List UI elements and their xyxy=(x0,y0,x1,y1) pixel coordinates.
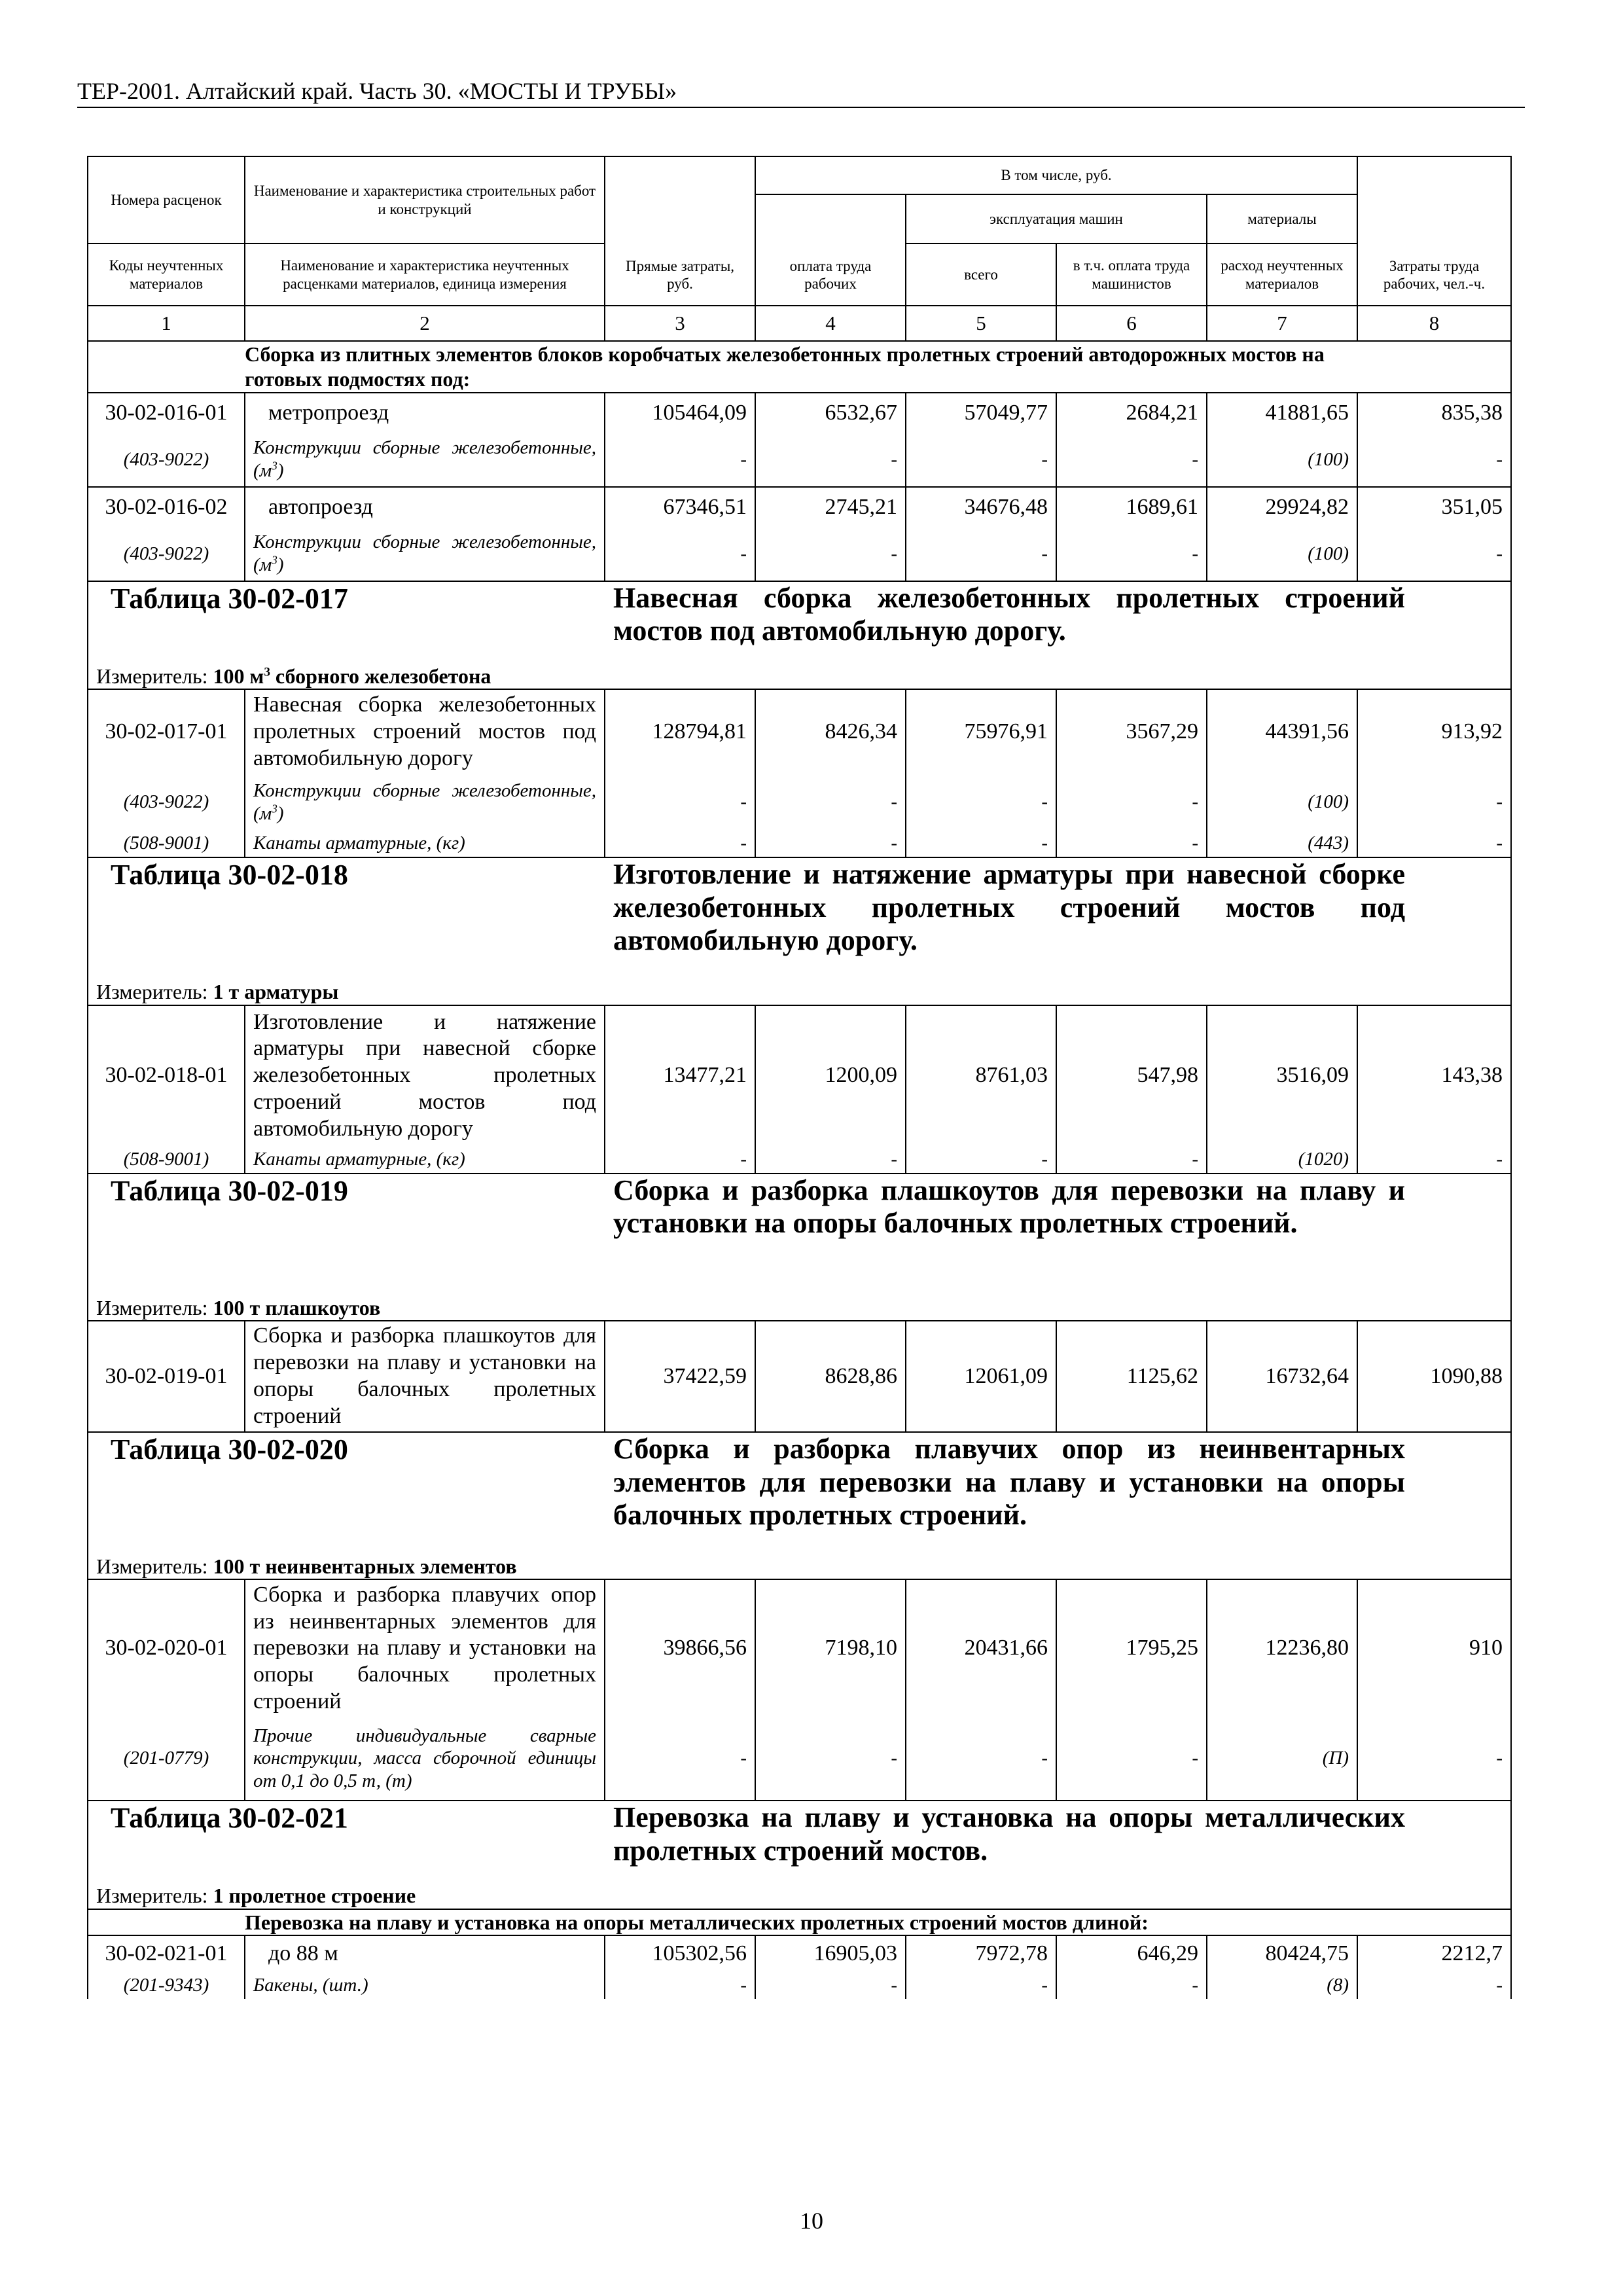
header-rule xyxy=(77,107,1525,108)
direct-cost: 39866,56 xyxy=(605,1579,755,1717)
labor-hours: 351,05 xyxy=(1357,487,1511,528)
labor-pay: 1200,09 xyxy=(755,1005,906,1146)
table-row xyxy=(88,1579,1511,1717)
dash: - xyxy=(755,1971,906,1999)
measure-row xyxy=(88,1295,1511,1321)
table-row xyxy=(88,1321,1511,1432)
hdr-code: Номера расценок xyxy=(88,156,245,243)
dash: - xyxy=(906,774,1056,830)
material-qty: (100) xyxy=(1207,774,1357,830)
material-name: Прочие индивидуальные сварные конструкции, масса сборочной единицы от 0,1 до 0,5 т, (т) xyxy=(245,1717,605,1801)
machine-total: 75976,91 xyxy=(906,689,1056,774)
dash: - xyxy=(755,830,906,857)
hdr-total: всего xyxy=(906,243,1056,306)
direct-cost: 13477,21 xyxy=(605,1005,755,1146)
hdr-driver: в т.ч. оплата труда машинистов xyxy=(1056,243,1207,306)
colnum: 7 xyxy=(1207,306,1357,341)
material-name: Конструкции сборные железобетонные, $(м^3)$ xyxy=(245,433,605,487)
colnum: 8 xyxy=(1357,306,1511,341)
table-number: Таблица 30-02-018 xyxy=(111,859,348,891)
material-name: Бакены, (шт.) xyxy=(245,1971,605,1999)
labor-pay: 6532,67 xyxy=(755,393,906,433)
hdr-mat-names: Наименование и характеристика неучтенных расценками материалов, единица измерения xyxy=(245,243,605,306)
material-row xyxy=(88,830,1511,857)
dash: - xyxy=(1056,433,1207,487)
table-caption xyxy=(88,1801,1511,1883)
material-name: Конструкции сборные железобетонные, $(м^3)$ xyxy=(245,774,605,830)
material-name: Канаты арматурные, (кг) xyxy=(245,1146,605,1174)
page-number: 10 xyxy=(800,2208,823,2234)
material-code: (201-9343) xyxy=(88,1971,245,1999)
dash: - xyxy=(1056,1146,1207,1174)
table-title: Изготовление и натяжение арматуры при навесной сборке железобетонных пролетных строений мостов под автомобильную дорогу. xyxy=(613,858,1405,957)
material-row xyxy=(88,1717,1511,1801)
dash: - xyxy=(906,1971,1056,1999)
colnum: 6 xyxy=(1056,306,1207,341)
material-qty: (1020) xyxy=(1207,1146,1357,1174)
dash: - xyxy=(605,774,755,830)
rate-name: автопроезд xyxy=(245,487,605,528)
rate-name: до 88 м xyxy=(245,1935,605,1971)
dash: - xyxy=(605,830,755,857)
hdr-mat-codes: Коды неучтенных материалов xyxy=(88,243,245,306)
table-number: Таблица 30-02-017 xyxy=(111,582,348,615)
table-caption-row xyxy=(88,857,1511,979)
dash: - xyxy=(1357,528,1511,581)
measure: Измеритель: 1 пролетное строение xyxy=(88,1883,1511,1909)
colnum: 3 xyxy=(605,306,755,341)
materials: 44391,56 xyxy=(1207,689,1357,774)
materials: 41881,65 xyxy=(1207,393,1357,433)
rate-name: Навесная сборка железобетонных пролетных строений мостов под автомобильную дорогу xyxy=(245,689,605,774)
rate-name: метропроезд xyxy=(245,393,605,433)
rate-code: 30-02-016-02 xyxy=(88,487,245,528)
material-code: (403-9022) xyxy=(88,774,245,830)
rate-code: 30-02-021-01 xyxy=(88,1935,245,1971)
table-title: Сборка и разборка плашкоутов для перевозки на плаву и установки на опоры балочных пролетных строений. xyxy=(613,1174,1405,1240)
hdr-incl: В том числе, руб. xyxy=(755,156,1357,194)
materials: 12236,80 xyxy=(1207,1579,1357,1717)
dash: - xyxy=(1056,1717,1207,1801)
rate-name: Изготовление и натяжение арматуры при навесной сборке железобетонных пролетных строений мостов под автомобильную дорогу xyxy=(245,1005,605,1146)
material-code: (508-9001) xyxy=(88,1146,245,1174)
price-table xyxy=(87,156,1512,1999)
hdr-name: Наименование и характеристика строительных работ и конструкций xyxy=(245,156,605,243)
table-title: Перевозка на плаву и установка на опоры металлических пролетных строений мостов. xyxy=(613,1801,1405,1867)
dash: - xyxy=(605,433,755,487)
rate-name: Сборка и разборка плавучих опор из неинвентарных элементов для перевозки на плаву и установки на опоры балочных пролетных строений xyxy=(245,1579,605,1717)
table-caption-row xyxy=(88,581,1511,664)
material-qty: (443) xyxy=(1207,830,1357,857)
dash: - xyxy=(755,433,906,487)
hdr-hours: Затраты труда рабочих, чел.-ч. xyxy=(1357,156,1511,306)
dash: - xyxy=(755,1146,906,1174)
machine-total: 7972,78 xyxy=(906,1935,1056,1971)
machine-total: 57049,77 xyxy=(906,393,1056,433)
table-title: Сборка и разборка плавучих опор из неинвентарных элементов для перевозки на плаву и установки на опоры балочных пролетных строений. xyxy=(613,1432,1405,1532)
material-code: (201-0779) xyxy=(88,1717,245,1801)
labor-hours: 2212,7 xyxy=(1357,1935,1511,1971)
colnum: 5 xyxy=(906,306,1056,341)
dash: - xyxy=(1357,1971,1511,1999)
measure: Измеритель: 100 т неинвентарных элементов xyxy=(88,1554,1511,1579)
driver-pay: 2684,21 xyxy=(1056,393,1207,433)
dash: - xyxy=(906,1717,1056,1801)
dash: - xyxy=(755,1717,906,1801)
machine-total: 20431,66 xyxy=(906,1579,1056,1717)
direct-cost: 105464,09 xyxy=(605,393,755,433)
dash: - xyxy=(605,1146,755,1174)
dash: - xyxy=(605,1971,755,1999)
header-row-1 xyxy=(88,156,1511,194)
table-row xyxy=(88,689,1511,774)
table-row xyxy=(88,1005,1511,1146)
material-qty: (100) xyxy=(1207,528,1357,581)
material-row xyxy=(88,1146,1511,1174)
table-row xyxy=(88,487,1511,528)
rate-name: Сборка и разборка плашкоутов для перевозки на плаву и установки на опоры балочных пролетных строений xyxy=(245,1321,605,1432)
material-qty: (П) xyxy=(1207,1717,1357,1801)
measure: Измеритель: 100 т плашкоутов xyxy=(88,1295,1511,1321)
labor-hours: 910 xyxy=(1357,1579,1511,1717)
direct-cost: 37422,59 xyxy=(605,1321,755,1432)
dash: - xyxy=(1357,774,1511,830)
materials: 29924,82 xyxy=(1207,487,1357,528)
table-caption xyxy=(88,581,1511,664)
driver-pay: 646,29 xyxy=(1056,1935,1207,1971)
section-heading-row xyxy=(88,341,1511,393)
labor-pay: 2745,21 xyxy=(755,487,906,528)
dash: - xyxy=(1357,830,1511,857)
table-number: Таблица 30-02-019 xyxy=(111,1174,348,1207)
measure: Измеритель: 100 $м^3$ сборного железобетона xyxy=(88,664,1511,689)
table-number: Таблица 30-02-021 xyxy=(111,1802,348,1835)
material-row xyxy=(88,1971,1511,1999)
hdr-materials: материалы xyxy=(1207,194,1357,243)
material-code: (508-9001) xyxy=(88,830,245,857)
machine-total: 12061,09 xyxy=(906,1321,1056,1432)
column-numbers xyxy=(88,306,1511,341)
materials: 16732,64 xyxy=(1207,1321,1357,1432)
hdr-direct: Прямые затраты, руб. xyxy=(605,156,755,306)
colnum: 4 xyxy=(755,306,906,341)
dash: - xyxy=(1056,528,1207,581)
section-heading: Перевозка на плаву и установка на опоры металлических пролетных строений мостов длиной: xyxy=(245,1909,1511,1935)
labor-hours: 1090,88 xyxy=(1357,1321,1511,1432)
machine-total: 34676,48 xyxy=(906,487,1056,528)
direct-cost: 105302,56 xyxy=(605,1935,755,1971)
driver-pay: 547,98 xyxy=(1056,1005,1207,1146)
table-caption xyxy=(88,1174,1511,1295)
table-number: Таблица 30-02-020 xyxy=(111,1433,348,1465)
table-caption xyxy=(88,857,1511,979)
rate-code: 30-02-016-01 xyxy=(88,393,245,433)
labor-hours: 143,38 xyxy=(1357,1005,1511,1146)
driver-pay: 3567,29 xyxy=(1056,689,1207,774)
dash: - xyxy=(906,433,1056,487)
material-qty: (8) xyxy=(1207,1971,1357,1999)
labor-pay: 8426,34 xyxy=(755,689,906,774)
dash: - xyxy=(605,1717,755,1801)
measure-row xyxy=(88,1883,1511,1909)
rate-code: 30-02-020-01 xyxy=(88,1579,245,1717)
dash: - xyxy=(1357,1717,1511,1801)
dash: - xyxy=(1056,1971,1207,1999)
dash: - xyxy=(906,528,1056,581)
dash: - xyxy=(906,1146,1056,1174)
labor-hours: 835,38 xyxy=(1357,393,1511,433)
rate-code: 30-02-017-01 xyxy=(88,689,245,774)
labor-pay: 8628,86 xyxy=(755,1321,906,1432)
hdr-unacc: расход неучтенных материалов xyxy=(1207,243,1357,306)
dash: - xyxy=(1056,774,1207,830)
table-row xyxy=(88,1935,1511,1971)
dash: - xyxy=(755,528,906,581)
material-code: (403-9022) xyxy=(88,528,245,581)
table-caption-row xyxy=(88,1432,1511,1554)
material-row xyxy=(88,433,1511,487)
table-row xyxy=(88,393,1511,433)
table-caption-row xyxy=(88,1801,1511,1883)
measure: Измеритель: 1 т арматуры xyxy=(88,979,1511,1005)
labor-pay: 16905,03 xyxy=(755,1935,906,1971)
material-row xyxy=(88,774,1511,830)
colnum: 2 xyxy=(245,306,605,341)
dash: - xyxy=(1357,433,1511,487)
rate-code: 30-02-019-01 xyxy=(88,1321,245,1432)
hdr-machines: эксплуатация машин xyxy=(906,194,1207,243)
material-name: Канаты арматурные, (кг) xyxy=(245,830,605,857)
labor-pay: 7198,10 xyxy=(755,1579,906,1717)
rate-code: 30-02-018-01 xyxy=(88,1005,245,1146)
dash: - xyxy=(1056,830,1207,857)
section-heading: Сборка из плитных элементов блоков коробчатых железобетонных пролетных строений автодорожных мостов на готовых подмостях под: xyxy=(245,341,1511,393)
measure-row xyxy=(88,664,1511,689)
materials: 80424,75 xyxy=(1207,1935,1357,1971)
material-row xyxy=(88,528,1511,581)
table-caption-row xyxy=(88,1174,1511,1295)
driver-pay: 1689,61 xyxy=(1056,487,1207,528)
hdr-labor: оплата труда рабочих xyxy=(755,194,906,306)
section-heading-row xyxy=(88,1909,1511,1935)
driver-pay: 1125,62 xyxy=(1056,1321,1207,1432)
table-caption xyxy=(88,1432,1511,1554)
materials: 3516,09 xyxy=(1207,1005,1357,1146)
dash: - xyxy=(906,830,1056,857)
direct-cost: 128794,81 xyxy=(605,689,755,774)
dash: - xyxy=(605,528,755,581)
running-head: ТЕР-2001. Алтайский край. Часть 30. «МОСТЫ И ТРУБЫ» xyxy=(77,78,677,104)
table-title: Навесная сборка железобетонных пролетных строений мостов под автомобильную дорогу. xyxy=(613,581,1405,647)
direct-cost: 67346,51 xyxy=(605,487,755,528)
driver-pay: 1795,25 xyxy=(1056,1579,1207,1717)
dash: - xyxy=(1357,1146,1511,1174)
measure-row xyxy=(88,1554,1511,1579)
labor-hours: 913,92 xyxy=(1357,689,1511,774)
material-code: (403-9022) xyxy=(88,433,245,487)
dash: - xyxy=(755,774,906,830)
measure-row xyxy=(88,979,1511,1005)
colnum: 1 xyxy=(88,306,245,341)
material-name: Конструкции сборные железобетонные, $(м^3)$ xyxy=(245,528,605,581)
material-qty: (100) xyxy=(1207,433,1357,487)
machine-total: 8761,03 xyxy=(906,1005,1056,1146)
